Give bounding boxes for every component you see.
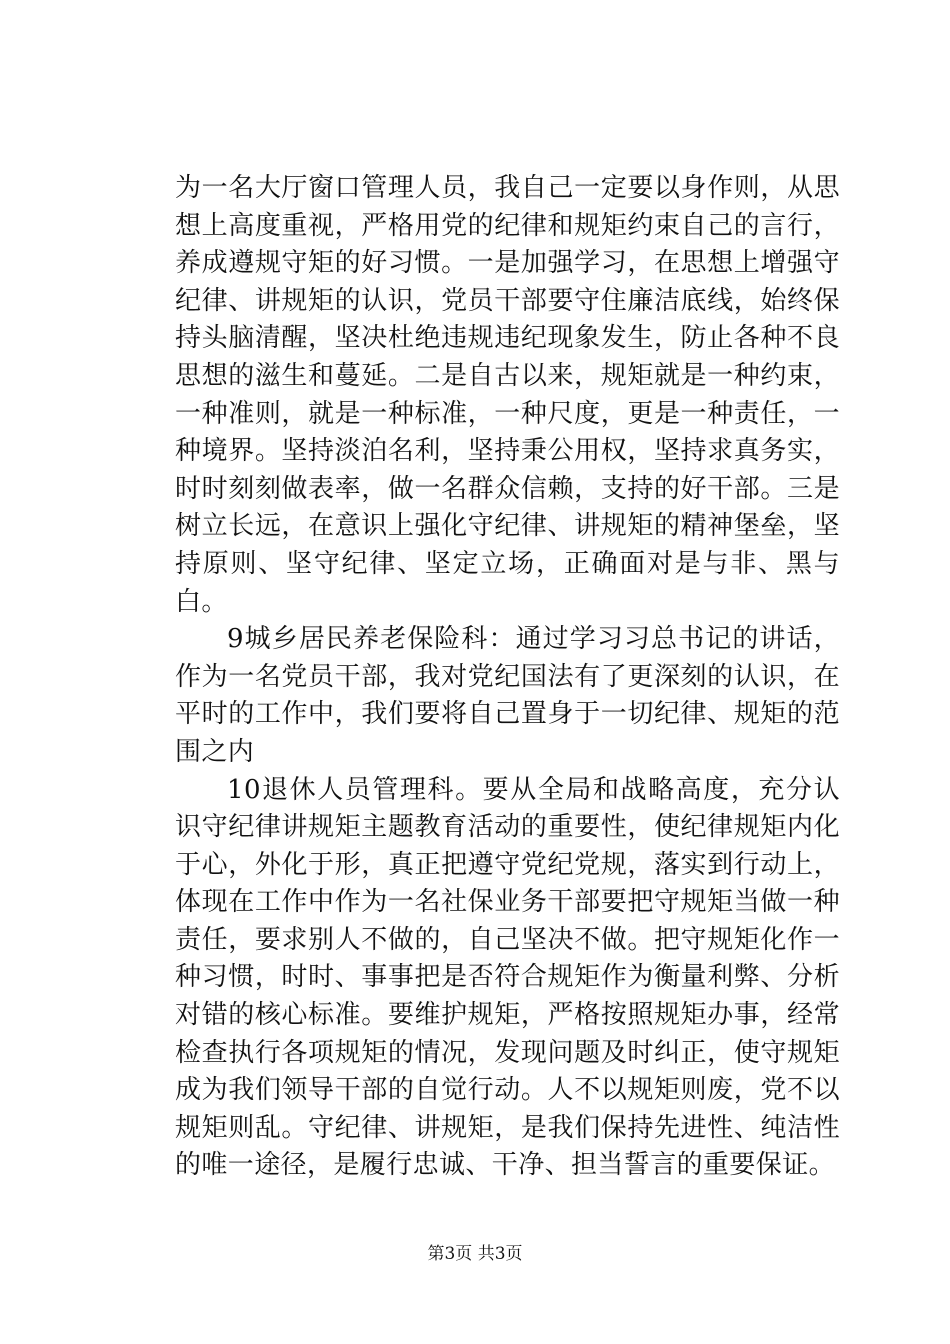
document-body	[175, 170, 840, 1185]
paragraph-item-9: 9城乡居民养老保险科：通过学习习总书记的讲话，作为一名党员干部，我对党纪国法有了更深刻的认识，在平时的工作中，我们要将自己置身于一切纪律、规矩的范围之内	[175, 624, 840, 767]
page-number-label: 第3页 共3页	[427, 1244, 523, 1264]
paragraph-item-10: 10退休人员管理科。要从全局和战略高度，充分认识守纪律讲规矩主题教育活动的重要性，使纪律规矩内化于心，外化于形，真正把遵守党纪党规，落实到行动上，体现在工作中作为一名社保业务干部要把守规矩当做一种责任，要求别人不做的，自己坚决不做。把守规矩化作一种习惯，时时、事事把是否符合规矩作为衡量利弊、分析对错的核心标准。要维护规矩，严格按照规矩办事，经常检查执行各项规矩的情况，发现问题及时纠正，使守规矩成为我们领导干部的自觉行动。人不以规矩则废，党不以规矩则乱。守纪律、讲规矩，是我们保持先进性、纯洁性的唯一途径，是履行忠诚、干净、担当誓言的重要保证。	[175, 774, 840, 1181]
page-footer	[0, 1243, 950, 1265]
paragraph-continued: 为一名大厅窗口管理人员，我自己一定要以身作则，从思想上高度重视，严格用党的纪律和规矩约束自己的言行，养成遵规守矩的好习惯。一是加强学习，在思想上增强守纪律、讲规矩的认识，党员干部要守住廉洁底线，始终保持头脑清醒，坚决杜绝违规违纪现象发生，防止各种不良思想的滋生和蔓延。二是自古以来，规矩就是一种约束，一种准则，就是一种标准，一种尺度，更是一种责任，一种境界。坚持淡泊名利，坚持秉公用权，坚持求真务实，时时刻刻做表率，做一名群众信赖，支持的好干部。三是树立长远，在意识上强化守纪律、讲规矩的精神堡垒，坚持原则、坚守纪律、坚定立场，正确面对是与非、黑与白。	[175, 173, 840, 617]
